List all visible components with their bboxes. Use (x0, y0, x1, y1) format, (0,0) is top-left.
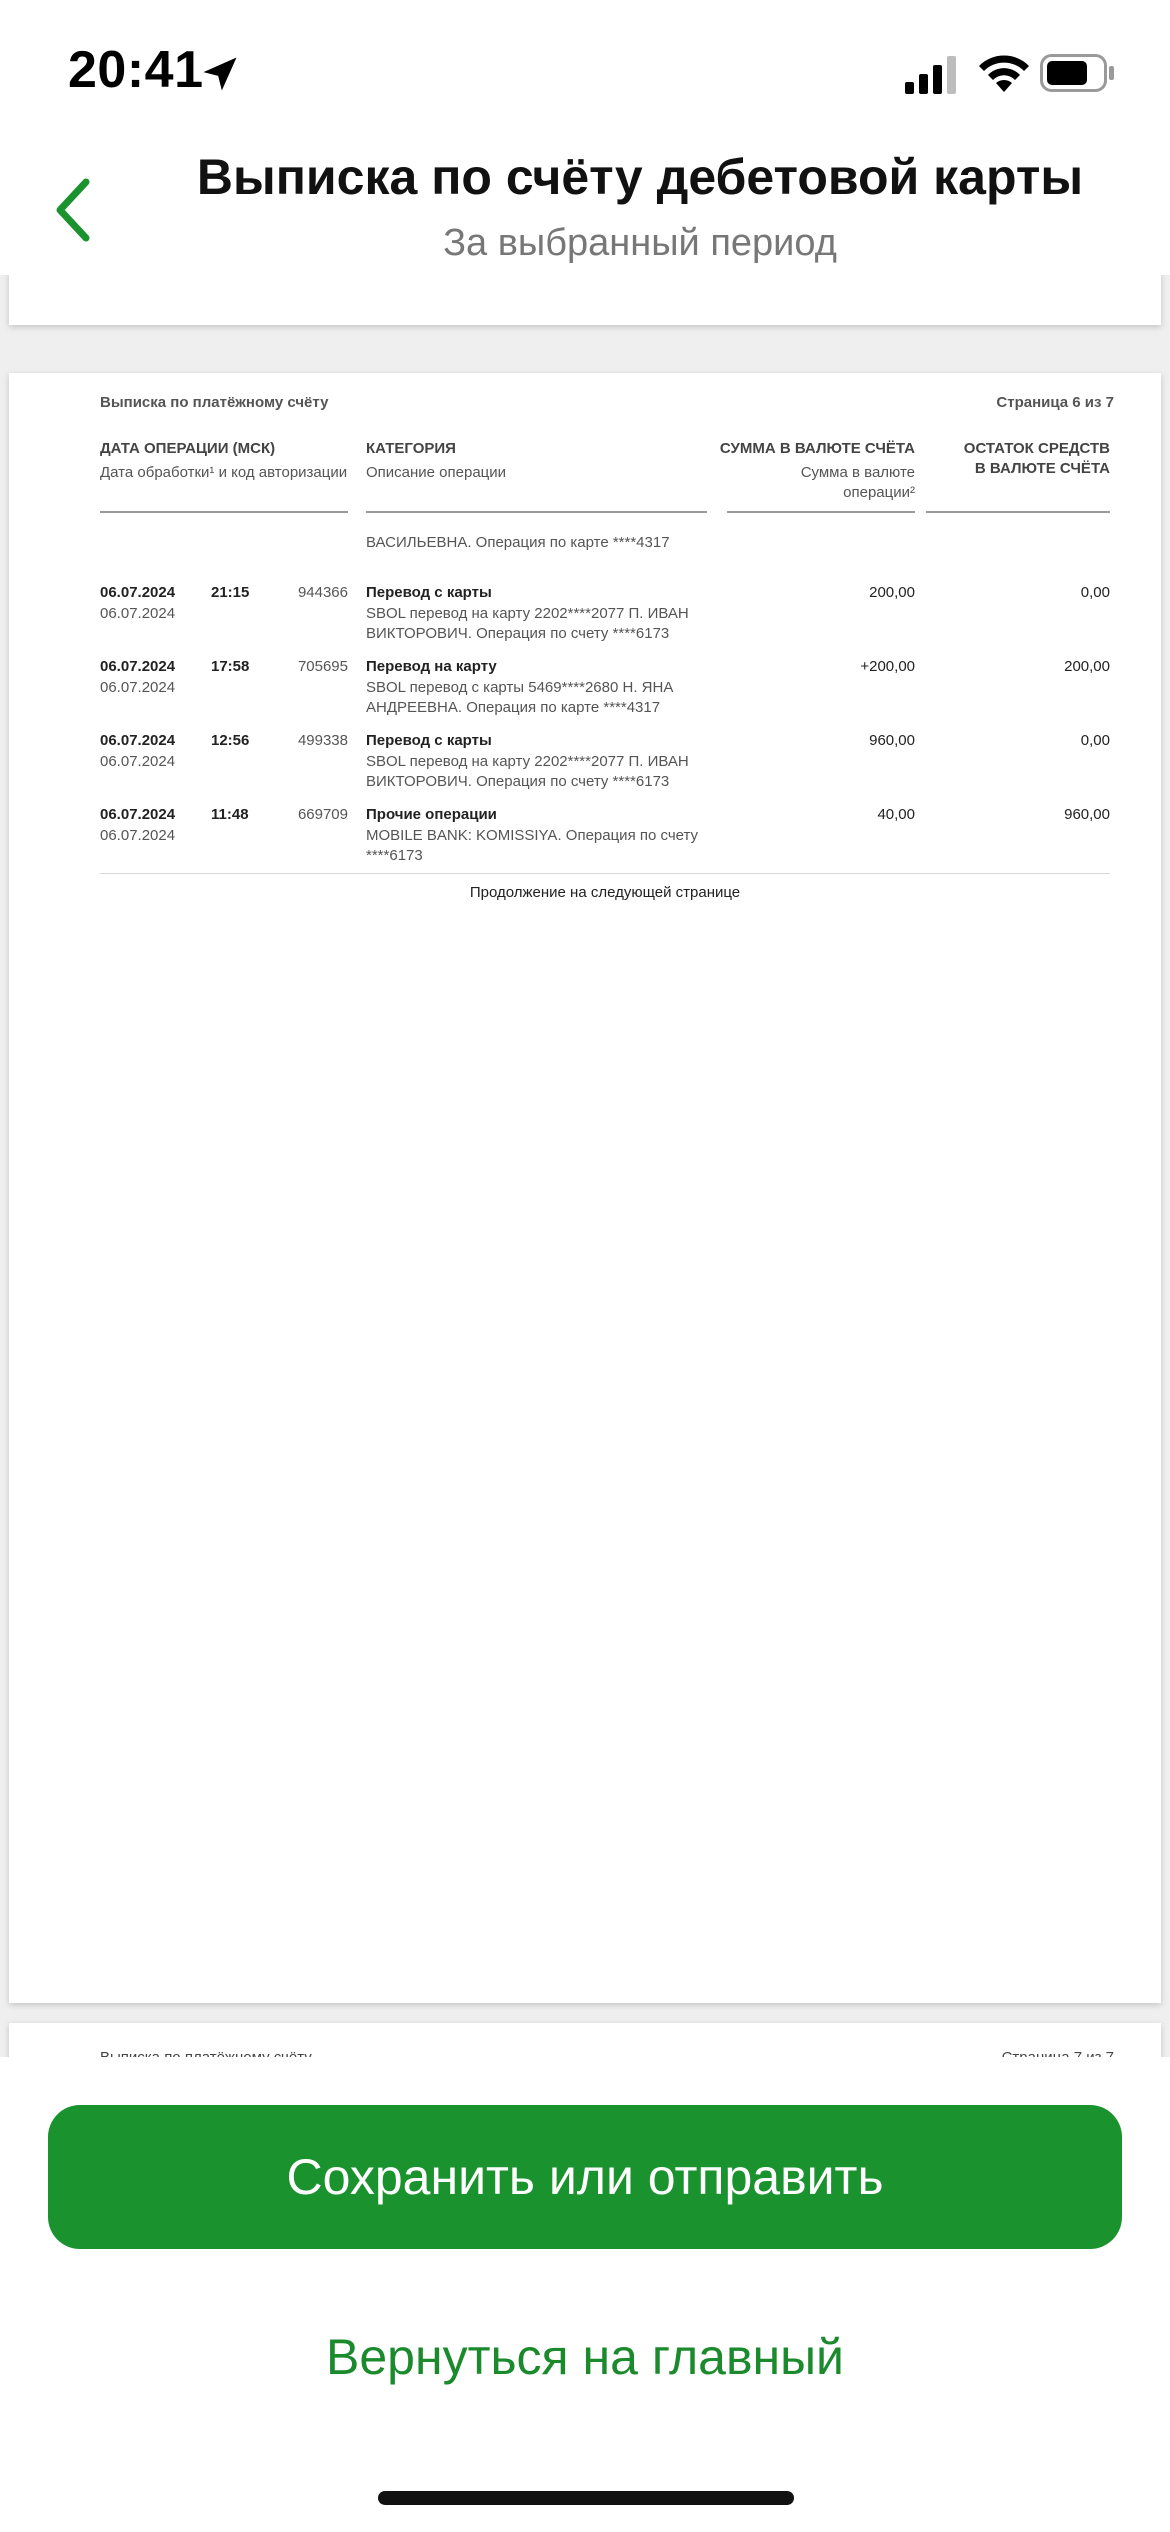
bottom-actions (0, 2057, 1170, 2532)
col-header-category: КАТЕГОРИЯ (366, 440, 456, 457)
col-subheader-date: Дата обработки¹ и код авторизации (100, 464, 348, 481)
row-description-line-1: SBOL перевод на карту 2202****2077 П. ИВАН (366, 605, 689, 622)
col-header-amount: СУММА В ВАЛЮТЕ СЧЁТА (719, 440, 915, 457)
row-time: 11:48 (211, 806, 249, 823)
row-auth-code: 705695 (297, 658, 348, 675)
back-chevron-icon[interactable] (44, 170, 104, 250)
row-description-line-1: SBOL перевод на карту 2202****2077 П. ИВАН (366, 753, 689, 770)
document-page-current (9, 373, 1161, 2003)
row-description-line-2: ВИКТОРОВИЧ. Операция по счету ****6173 (366, 625, 670, 642)
col-header-balance-1: ОСТАТОК СРЕДСТВ (963, 440, 1110, 457)
battery-icon (1040, 54, 1116, 92)
location-arrow-icon (198, 52, 242, 96)
navigation-header (0, 140, 1170, 275)
page-number: Страница 6 из 7 (996, 394, 1114, 411)
header-rule-date (100, 511, 348, 513)
wifi-icon (976, 52, 1032, 94)
row-processed-date: 06.07.2024 (100, 605, 176, 622)
col-header-balance-2: В ВАЛЮТЕ СЧЁТА (974, 460, 1110, 477)
status-time: 20:41 (68, 41, 204, 99)
statement-label: Выписка по платёжному счёту (100, 394, 329, 411)
continuation-note: Продолжение на следующей странице (469, 884, 741, 901)
home-indicator[interactable] (378, 2491, 794, 2505)
row-balance: 960,00 (1064, 806, 1110, 823)
statement-page (9, 373, 1161, 2003)
header-rule-balance (926, 511, 1110, 513)
row-auth-code: 669709 (297, 806, 348, 823)
row-processed-date: 06.07.2024 (100, 827, 176, 844)
row-processed-date: 06.07.2024 (100, 679, 176, 696)
row-amount: +200,00 (860, 658, 915, 675)
cellular-signal-icon (905, 56, 959, 94)
row-description-line-2: ВИКТОРОВИЧ. Операция по счету ****6173 (366, 773, 670, 790)
row-description-line-2: АНДРЕЕВНА. Операция по карте ****4317 (366, 699, 661, 716)
col-header-date: ДАТА ОПЕРАЦИИ (МСК) (100, 440, 276, 457)
row-date: 06.07.2024 (100, 584, 176, 601)
row-description-line-2: ****6173 (366, 847, 423, 864)
row-date: 06.07.2024 (100, 732, 176, 749)
back-to-home-button[interactable]: Вернуться на главный (48, 2307, 1122, 2407)
row-auth-code: 944366 (297, 584, 348, 601)
row-category: Перевод на карту (366, 658, 497, 675)
row-amount: 200,00 (869, 584, 915, 601)
page-subtitle: За выбранный период (443, 222, 837, 264)
header-rule-amount (727, 511, 915, 513)
row-amount: 960,00 (869, 732, 915, 749)
row-amount: 40,00 (877, 806, 915, 823)
status-bar (0, 0, 1170, 140)
document-viewer[interactable] (0, 275, 1170, 2057)
table-bottom-divider (100, 873, 1110, 874)
col-subheader-amount-1: Сумма в валюте (800, 464, 915, 481)
save-or-send-button[interactable]: Сохранить или отправить (48, 2105, 1122, 2249)
row-description-line-1: SBOL перевод с карты 5469****2680 Н. ЯНА (366, 679, 674, 696)
row-auth-code: 499338 (297, 732, 348, 749)
row-date: 06.07.2024 (100, 806, 176, 823)
row-time: 17:58 (211, 658, 250, 675)
header-rule-category (366, 511, 707, 513)
carryover-description: ВАСИЛЬЕВНА. Операция по карте ****4317 (366, 534, 670, 551)
row-time: 21:15 (211, 584, 250, 601)
col-subheader-category: Описание операции (366, 464, 507, 481)
row-date: 06.07.2024 (100, 658, 176, 675)
col-subheader-amount-2: операции² (843, 484, 915, 501)
row-description-line-1: MOBILE BANK: KOMISSIYA. Операция по счету (366, 827, 699, 844)
row-balance: 0,00 (1080, 732, 1110, 749)
page-title: Выписка по счёту дебетовой карты (196, 149, 1084, 205)
row-balance: 200,00 (1064, 658, 1110, 675)
row-balance: 0,00 (1080, 584, 1110, 601)
row-category: Перевод с карты (366, 584, 492, 601)
row-category: Прочие операции (366, 806, 497, 823)
row-processed-date: 06.07.2024 (100, 753, 176, 770)
row-time: 12:56 (211, 732, 250, 749)
row-category: Перевод с карты (366, 732, 492, 749)
